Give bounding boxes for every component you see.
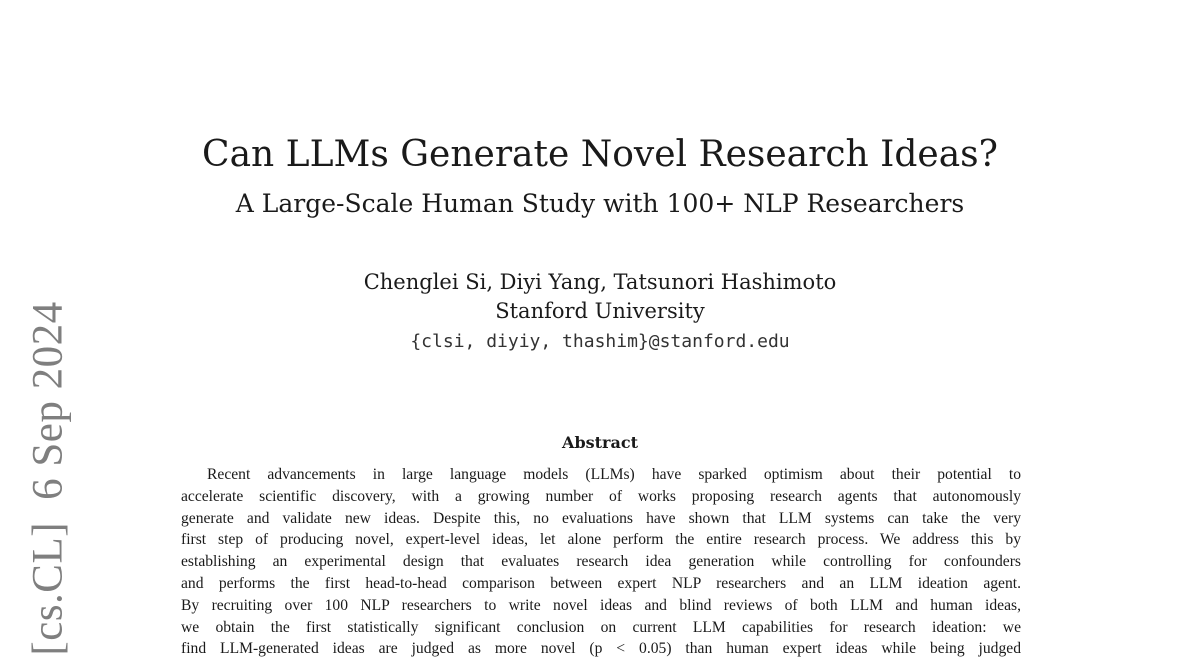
abstract-line: we obtain the first statistically significant conclusion on current LLM capabilities for research ideation: we [181,618,1021,636]
arxiv-side-stamp [22,300,74,656]
abstract-line: establishing an experimental design that evaluates research idea generation while controlling for confounders [181,553,1021,571]
arxiv-category: [cs.CL] [24,521,72,656]
abstract-body [181,464,1021,660]
abstract-line: accelerate scientific discovery, with a growing number of works proposing research agents that autonomously [181,487,1021,505]
abstract-line: and performs the first head-to-head comparison between expert NLP researchers and an LLM ideation agent. [181,574,1021,592]
abstract-line: generate and validate new ideas. Despite this, no evaluations have shown that LLM systems can take the very [181,509,1021,527]
abstract-line: find LLM-generated ideas are judged as more novel (p < 0.05) than human expert ideas while being judged [181,640,1021,658]
arxiv-date: 6 Sep 2024 [24,300,72,500]
paper-title: Can LLMs Generate Novel Research Ideas? [202,134,998,175]
abstract-line: first step of producing novel, expert-level ideas, let alone perform the entire research process. We address this by [181,531,1021,549]
abstract-line: By recruiting over 100 NLP researchers to write novel ideas and blind reviews of both LLM and human ideas, [181,596,1021,614]
author-affiliation: Stanford University [495,299,705,323]
author-email: {clsi, diyiy, thashim}@stanford.edu [410,331,790,352]
abstract-heading: Abstract [562,433,638,452]
abstract-line: Recent advancements in large language models (LLMs) have sparked optimism about their potential to [207,466,1021,483]
author-block [0,268,1200,358]
author-names: Chenglei Si, Diyi Yang, Tatsunori Hashimoto [363,270,837,294]
paper-subtitle: A Large-Scale Human Study with 100+ NLP Researchers [235,189,965,218]
